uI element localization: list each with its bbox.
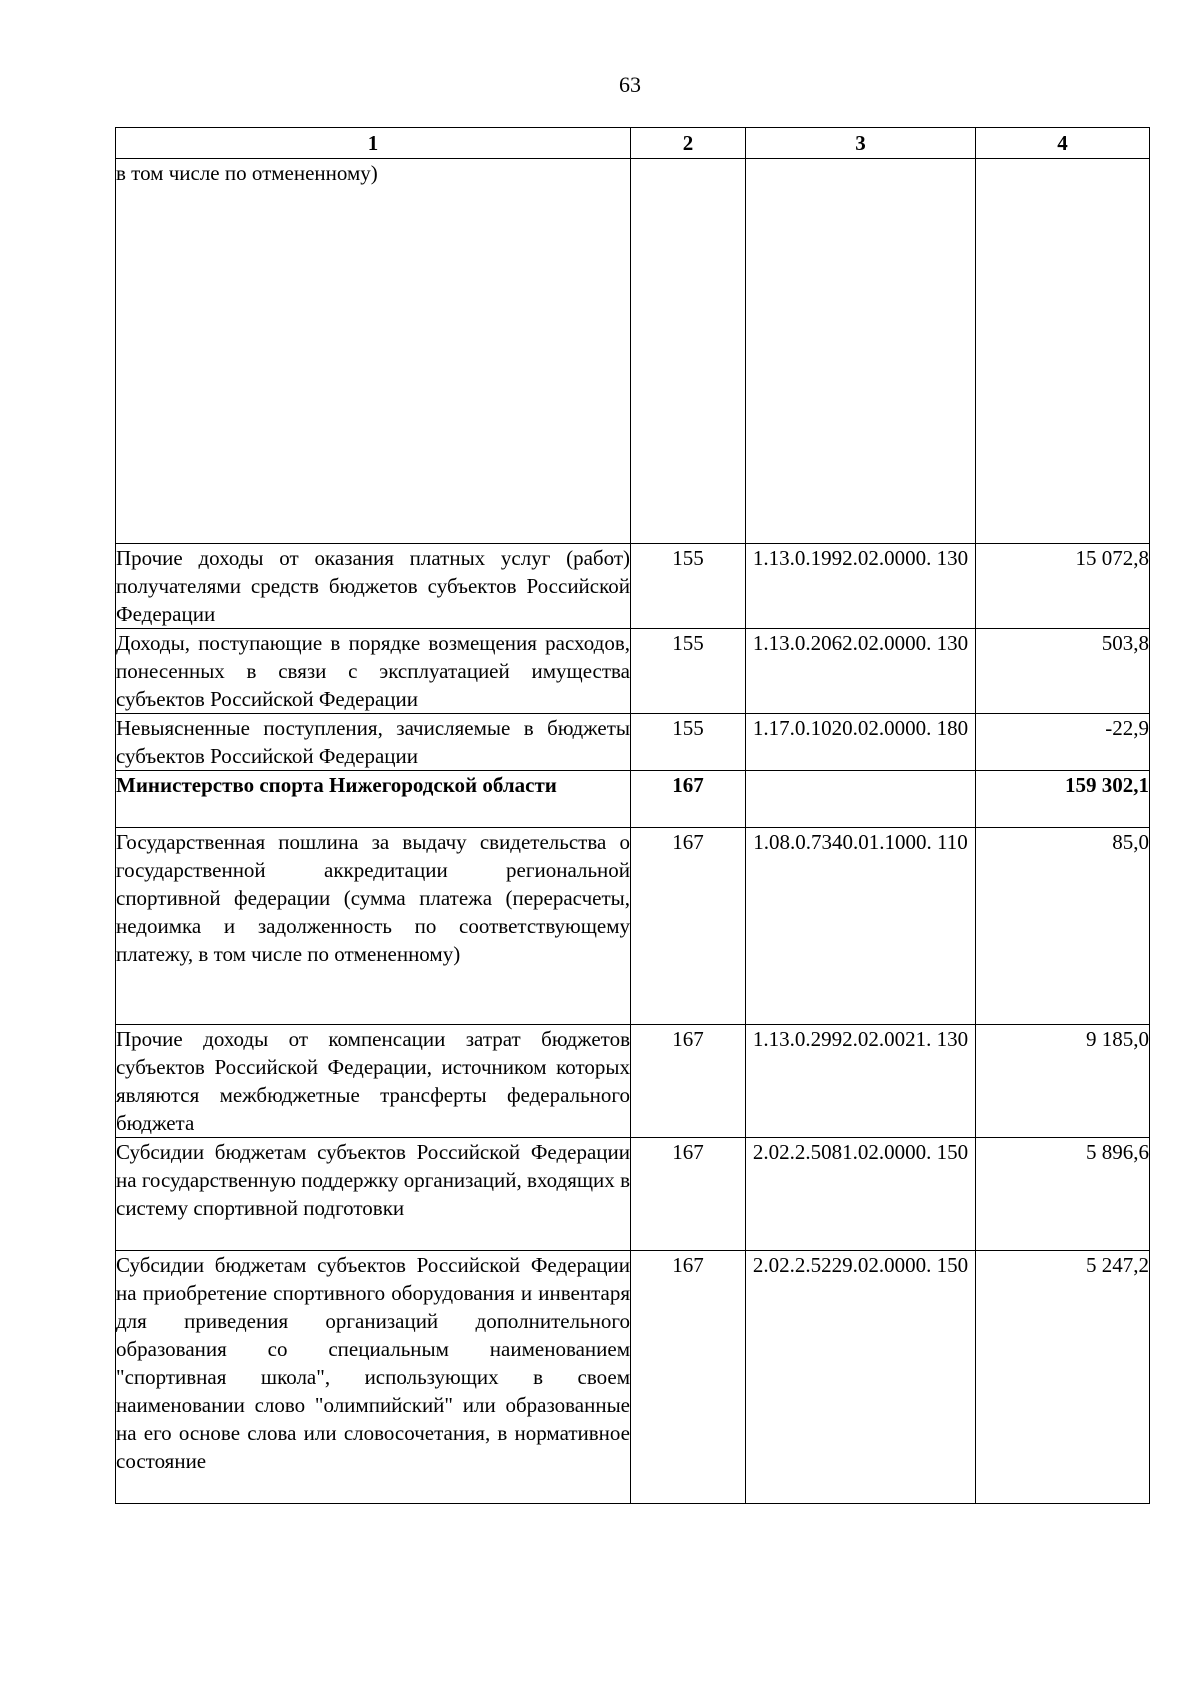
row-amount: -22,9 <box>976 714 1150 771</box>
table-row <box>116 714 1150 771</box>
row-amount: 9 185,0 <box>976 1025 1150 1138</box>
row-name: Субсидии бюджетам субъектов Российской Федерации на приобретение спортивного оборудования и инвентаря для приведения организаций дополнительного образования со специальным наименованием "спортивная школа", использующих в своем наименовании слово "олимпийский" или образованные на его основе слова или словосочетания, в нормативное состояние <box>116 1251 631 1504</box>
column-header-admin-code: 2 <box>631 128 746 159</box>
row-amount: 159 302,1 <box>976 771 1150 828</box>
row-kbk <box>746 771 976 828</box>
row-name: Прочие доходы от компенсации затрат бюджетов субъектов Российской Федерации, источником которых являются межбюджетные трансферты федерального бюджета <box>116 1025 631 1138</box>
column-header-name: 1 <box>116 128 631 159</box>
row-kbk <box>746 159 976 544</box>
row-amount: 5 896,6 <box>976 1138 1150 1251</box>
row-admin-code: 167 <box>631 1025 746 1138</box>
table-header-row <box>116 128 1150 159</box>
page-number: 63 <box>619 72 641 97</box>
row-admin-code: 167 <box>631 1138 746 1251</box>
table-row <box>116 629 1150 714</box>
row-admin-code: 155 <box>631 629 746 714</box>
row-admin-code: 155 <box>631 714 746 771</box>
table-row <box>116 1251 1150 1504</box>
row-admin-code: 167 <box>631 1251 746 1504</box>
row-name: Субсидии бюджетам субъектов Российской Федерации на государственную поддержку организаций, входящих в систему спортивной подготовки <box>116 1138 631 1251</box>
row-amount: 15 072,8 <box>976 544 1150 629</box>
column-header-kbk: 3 <box>746 128 976 159</box>
row-admin-code: 167 <box>631 771 746 828</box>
table-row <box>116 828 1150 1025</box>
row-amount: 503,8 <box>976 629 1150 714</box>
row-name: Доходы, поступающие в порядке возмещения расходов, понесенных в связи с эксплуатацией имущества субъектов Российской Федерации <box>116 629 631 714</box>
row-name: Прочие доходы от оказания платных услуг (работ) получателями средств бюджетов субъектов Российской Федерации <box>116 544 631 629</box>
table-row <box>116 1138 1150 1251</box>
row-kbk: 1.17.0.1020.02.0000. 180 <box>746 714 976 771</box>
row-admin-code <box>631 159 746 544</box>
table-row <box>116 544 1150 629</box>
row-amount: 5 247,2 <box>976 1251 1150 1504</box>
table-row-ministry <box>116 771 1150 828</box>
row-admin-code: 155 <box>631 544 746 629</box>
table-row <box>116 1025 1150 1138</box>
row-kbk: 1.08.0.7340.01.1000. 110 <box>746 828 976 1025</box>
revenue-table <box>115 127 1150 1504</box>
row-name: Невыясненные поступления, зачисляемые в бюджеты субъектов Российской Федерации <box>116 714 631 771</box>
row-admin-code: 167 <box>631 828 746 1025</box>
row-amount <box>976 159 1150 544</box>
row-name: Министерство спорта Нижегородской области <box>116 771 631 828</box>
column-header-amount: 4 <box>976 128 1150 159</box>
row-kbk: 2.02.2.5081.02.0000. 150 <box>746 1138 976 1251</box>
row-kbk: 1.13.0.1992.02.0000. 130 <box>746 544 976 629</box>
row-name: Государственная пошлина за выдачу свидетельства о государственной аккредитации региональной спортивной федерации (сумма платежа (перерасчеты, недоимка и задолженность по соответствующему платежу, в том числе по отмененному) <box>116 828 631 1025</box>
row-kbk: 1.13.0.2992.02.0021. 130 <box>746 1025 976 1138</box>
row-kbk: 2.02.2.5229.02.0000. 150 <box>746 1251 976 1504</box>
row-name: в том числе по отмененному) <box>116 159 631 544</box>
row-amount: 85,0 <box>976 828 1150 1025</box>
table-row <box>116 159 1150 544</box>
row-kbk: 1.13.0.2062.02.0000. 130 <box>746 629 976 714</box>
